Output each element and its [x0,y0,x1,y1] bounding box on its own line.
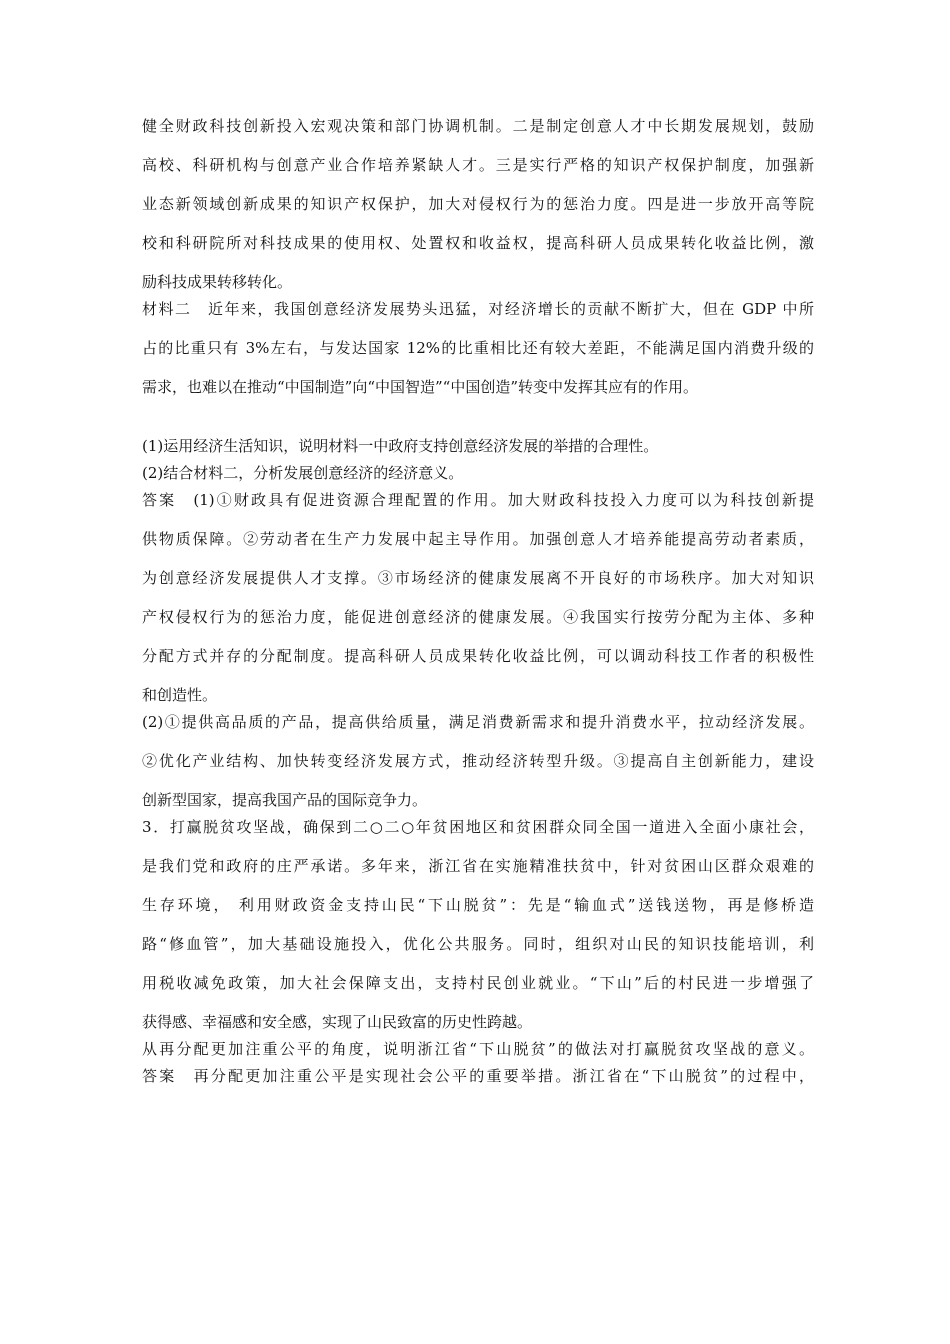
text-line: 获得感、幸福感和安全感，实现了山民致富的历史性跨越。 [142,1013,533,1031]
text-line: 和创造性。 [142,686,218,704]
document-page [142,116,814,1086]
text-line: 励科技成果转移转化。 [142,273,293,291]
text-line: 答案 (1)①财政具有促进资源合理配置的作用。加大财政科技投入力度可以为科技创新提 [142,491,814,509]
text-line: 健全财政科技创新投入宏观决策和部门协调机制。二是制定创意人才中长期发展规划，鼓励 [142,117,814,135]
text-line: 业态新领域创新成果的知识产权保护，加大对侵权行为的惩治力度。四是进一步放开高等院 [142,195,814,213]
text-line: 是我们党和政府的庄严承诺。多年来，浙江省在实施精准扶贫中，针对贫困山区群众艰难的 [142,857,814,875]
text-line: 为创意经济发展提供人才支撑。③市场经济的健康发展离不开良好的市场秩序。加大对知识 [142,569,814,587]
text-line: 路“修血管”，加大基础设施投入，优化公共服务。同时，组织对山民的知识技能培训，利 [142,935,814,953]
text-line: ②优化产业结构、加快转变经济发展方式，推动经济转型升级。③提高自主创新能力，建设 [142,752,814,770]
text-line: 从再分配更加注重公平的角度，说明浙江省“下山脱贫”的做法对打赢脱贫攻坚战的意义。 [142,1040,814,1058]
text-line: 供物质保障。②劳动者在生产力发展中起主导作用。加强创意人才培养能提高劳动者素质， [142,530,814,548]
text-line: 生存环境， 利用财政资金支持山民“下山脱贫”：先是“输血式”送钱送物，再是修桥造 [142,896,814,914]
text-line: 用税收减免政策，加大社会保障支出，支持村民创业就业。“下山”后的村民进一步增强了 [142,974,814,992]
text-line: 高校、科研机构与创意产业合作培养紧缺人才。三是实行严格的知识产权保护制度，加强新 [142,156,814,174]
text-line: 校和科研院所对科技成果的使用权、处置权和收益权，提高科研人员成果转化收益比例，激 [142,234,814,252]
text-line: 分配方式并存的分配制度。提高科研人员成果转化收益比例，可以调动科技工作者的积极性 [142,647,814,665]
text-line: (2)结合材料二，分析发展创意经济的经济意义。 [142,464,464,482]
text-line: 材料二 近年来，我国创意经济发展势头迅猛，对经济增长的贡献不断扩大，但在 GDP 中所 [142,300,814,318]
text-line: 3．打赢脱贫攻坚战，确保到二○二○年贫困地区和贫困群众同全国一道进入全面小康社会， [142,818,814,836]
text-line: 答案 再分配更加注重公平是实现社会公平的重要举措。浙江省在“下山脱贫”的过程中， [142,1067,814,1085]
text-line: (2)①提供高品质的产品，提高供给质量，满足消费新需求和提升消费水平，拉动经济发展。 [142,713,814,731]
text-line: 需求，也难以在推动“中国制造”向“中国智造”“中国创造”转变中发挥其应有的作用。 [142,378,699,396]
text-line: 占的比重只有 3%左右，与发达国家 12%的比重相比还有较大差距，不能满足国内消费升级的 [142,339,814,357]
text-line: 创新型国家，提高我国产品的国际竞争力。 [142,791,428,809]
text-line: (1)运用经济生活知识，说明材料一中政府支持创意经济发展的举措的合理性。 [142,437,659,455]
text-line: 产权侵权行为的惩治力度，能促进创意经济的健康发展。④我国实行按劳分配为主体、多种 [142,608,814,626]
